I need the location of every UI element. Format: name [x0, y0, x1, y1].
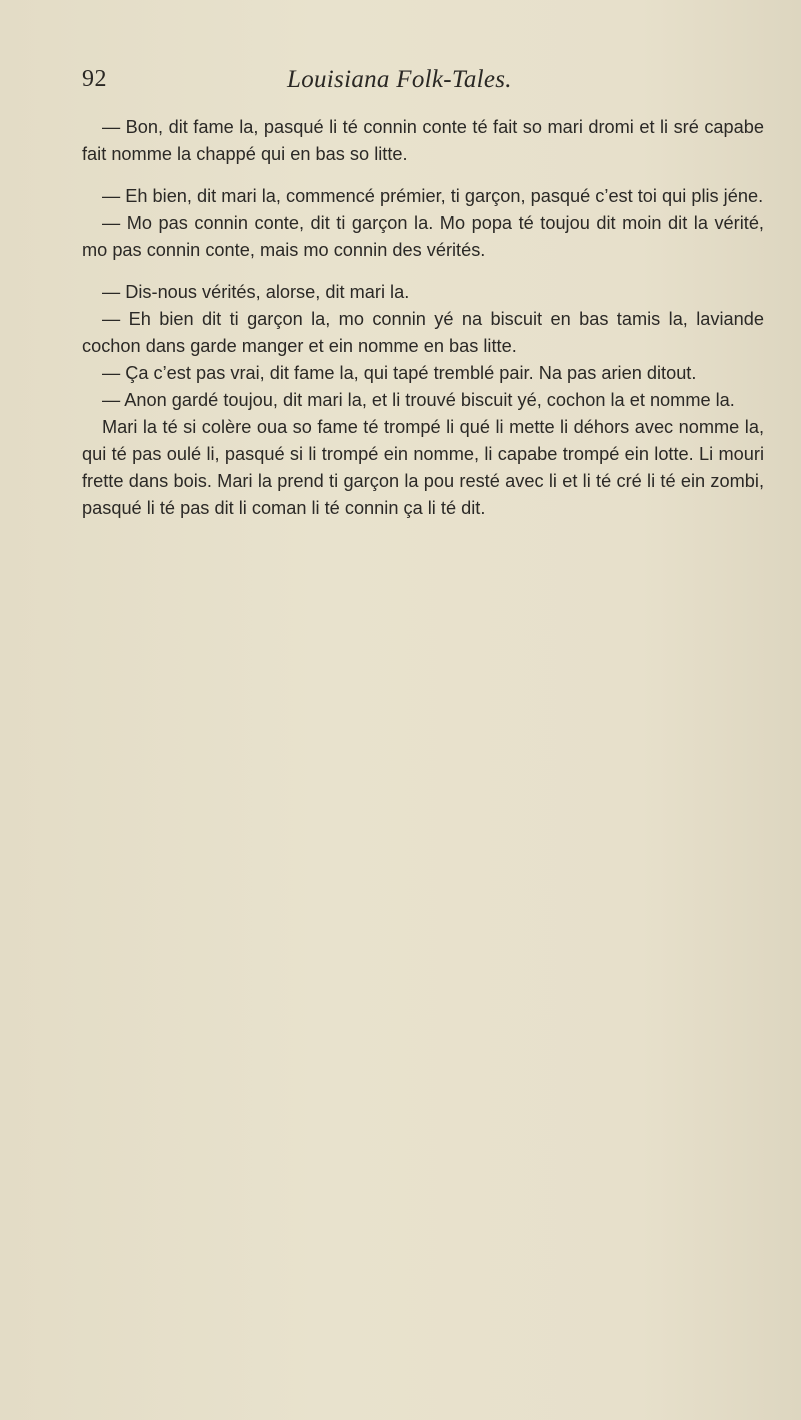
paragraph: — Dis-nous vérités, alorse, dit mari la. [102, 282, 410, 302]
page-number: 92 [82, 66, 107, 92]
page-header [82, 66, 762, 102]
paragraph: — Ça c’est pas vrai, dit fame la, qui tapé tremblé pair. Na pas arien ditout. [102, 363, 697, 383]
paragraph: — Eh bien, dit mari la, commencé prémier, ti garçon, pasqué c’est toi qui plis jéne. [102, 186, 764, 206]
running-title: Louisiana Folk-Tales. [287, 66, 512, 93]
paragraph: — Eh bien dit ti garçon la, mo connin yé na biscuit en bas tamis la, laviande cochon dans garde manger et ein nomme en bas litte. [82, 309, 764, 356]
paragraph: — Bon, dit fame la, pasqué li té connin conte té fait so mari dromi et li sré capabe fait nomme la chappé qui en bas so litte. [82, 117, 764, 164]
paragraph: — Anon gardé toujou, dit mari la, et li trouvé biscuit yé, cochon la et nomme la. [102, 390, 735, 410]
body-text [82, 114, 764, 522]
paragraph: — Mo pas connin conte, dit ti garçon la. Mo popa té toujou dit moin dit la vérité, mo pas connin conte, mais mo connin des vérités. [82, 213, 764, 260]
paragraph: Mari la té si colère oua so fame té trompé li qué li mette li déhors avec nomme la, qui té pas oulé li, pasqué si li trompé ein nomme, li capabe trompé ein lotte. Li mouri frette dans bois. Mari la prend ti garçon la pou resté avec li et li té cré li té ein zombi, pasqué li té pas dit li coman li té connin ça li té dit. [82, 417, 764, 518]
